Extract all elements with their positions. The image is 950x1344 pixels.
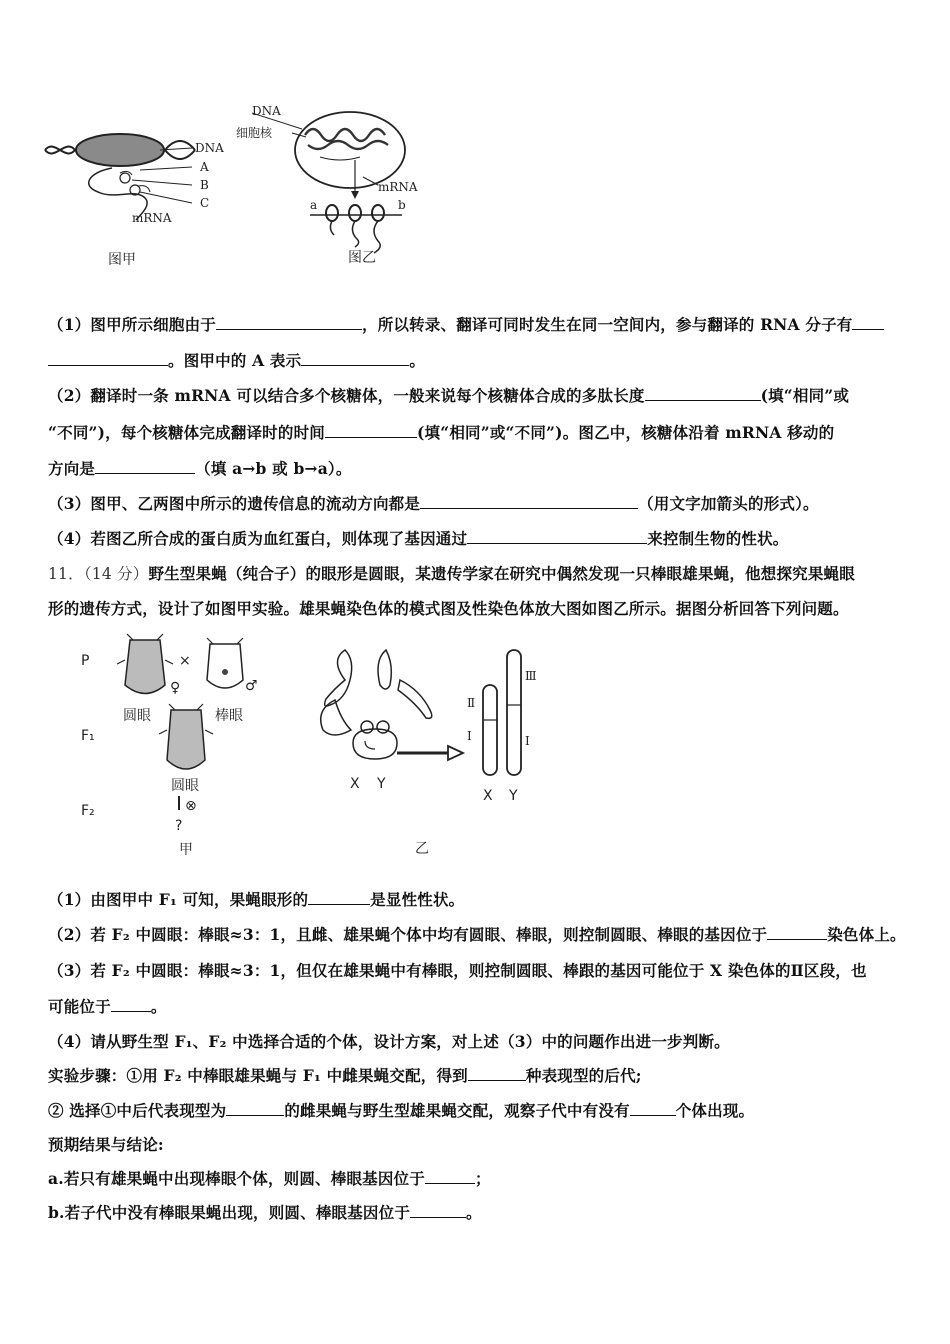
enlarged-y-label: Y <box>509 788 518 804</box>
jia-caption: 图甲 <box>108 252 136 268</box>
answer-blank[interactable] <box>410 1203 466 1218</box>
gen-f1: F₁ <box>81 728 95 744</box>
yi-caption: 图乙 <box>348 250 376 266</box>
yi-label-nucleus: 细胞核 <box>236 126 273 140</box>
nucleus <box>295 112 405 188</box>
figure-jia-top <box>40 110 240 270</box>
figure-chromosome-yi <box>305 645 555 860</box>
jia-label-c: C <box>200 196 210 210</box>
cross-sign: × <box>179 653 191 669</box>
q11-step1: 实验步骤：①用 F₂ 中棒眼雄果蝇与 F₁ 中雌果蝇交配，得到 种表现型的后代; <box>48 1066 642 1085</box>
q11-part3-line2: 可能位于 。 <box>48 997 167 1016</box>
jia-label-b: B <box>200 178 209 192</box>
jia-label-a: A <box>200 160 209 174</box>
q10-part4: （4）若图乙所合成的蛋白质为血红蛋白，则体现了基因通过 来控制生物的性状。 <box>48 529 789 548</box>
answer-blank[interactable] <box>425 1169 475 1184</box>
q11-intro-line1: 11．（14 分）野生型果蝇（纯合子）的眼形是圆眼，某遗传学家在研究中偶然发现一只棒眼雄果蝇，他想探究果蝇眼 <box>48 564 855 583</box>
region-i-x: Ⅰ <box>467 729 472 743</box>
label-f1-round: 圆眼 <box>171 778 199 794</box>
fly-male-bar <box>207 638 243 688</box>
dna-coil <box>305 129 388 149</box>
chromo-y: Y <box>377 776 386 792</box>
label-bar-eye: 棒眼 <box>215 708 243 724</box>
answer-blank[interactable] <box>226 1101 284 1116</box>
answer-blank[interactable] <box>852 315 884 330</box>
q10-part1-line1: （1）图甲所示细胞由于 ，所以转录、翻译可同时发生在同一空间内，参与翻译的 RNA 分子有 <box>48 313 884 335</box>
q11-step2: ② 选择①中后代表现型为 的雌果蝇与野生型雄果蝇交配，观察子代中有没有 个体出现。 <box>48 1101 755 1120</box>
answer-blank[interactable] <box>767 925 827 940</box>
q11-result-b: b.若子代中没有棒眼果蝇出现，则圆、棒眼基因位于 。 <box>48 1203 482 1222</box>
q10-part2-line2: “不同”)，每个核糖体完成翻译时的时间 (填“相同”或“不同”)。图乙中，核糖体沿着 mRNA 移动的 <box>48 423 835 442</box>
selfing-symbol: ⊗ <box>185 798 197 814</box>
yi-label-dna: DNA <box>252 105 281 118</box>
male-symbol: ♂ <box>245 678 258 694</box>
jia-label-mrna: mRNA <box>132 211 172 225</box>
q10-part2-line1: （2）翻译时一条 mRNA 可以结合多个核糖体，一般来说每个核糖体合成的多肽长度 (填“相同”或 <box>48 386 850 405</box>
answer-blank[interactable] <box>301 351 409 366</box>
gen-p: P <box>81 653 90 669</box>
enlarged-x-label: X <box>483 788 493 804</box>
answer-blank[interactable] <box>630 1101 676 1116</box>
fly-female-round <box>117 634 173 694</box>
q10-part3: （3）图甲、乙两图中所示的遗传信息的流动方向都是 （用文字加箭头的形式）。 <box>48 494 819 513</box>
answer-blank[interactable] <box>308 890 370 905</box>
answer-blank[interactable] <box>95 459 195 474</box>
yi-label-a: a <box>310 198 318 212</box>
answer-blank[interactable] <box>111 997 151 1012</box>
q11-part4: （4）请从野生型 F₁、F₂ 中选择合适的个体，设计方案，对上述（3）中的问题作出进一步判断。 <box>48 1032 730 1051</box>
answer-blank[interactable] <box>48 351 168 366</box>
chromo-caption: 乙 <box>415 841 429 857</box>
q11-part3-line1: （3）若 F₂ 中圆眼：棒眼≈3：1，但仅在雄果蝇中有棒眼，则控制圆眼、棒跟的基因可能位于 X 染色体的Ⅱ区段，也 <box>48 961 867 980</box>
answer-blank[interactable] <box>216 315 362 330</box>
cross-caption: 甲 <box>179 842 193 858</box>
q10-part2-line3: 方向是 （填 a→b 或 b→a）。 <box>48 459 352 478</box>
answer-blank[interactable] <box>468 1066 526 1081</box>
region-ii: Ⅱ <box>467 696 476 710</box>
q11-part1: （1）由图甲中 F₁ 可知，果蝇眼形的 是显性性状。 <box>48 890 465 909</box>
question-number: 11．（14 分） <box>48 565 149 583</box>
figure-cross-jia <box>75 630 275 865</box>
polysome <box>326 205 384 253</box>
q11-intro-line2: 形的遗传方式，设计了如图甲实验。雄果蝇染色体的模式图及性染色体放大图如图乙所示。据图分析回答下列问题。 <box>48 599 849 618</box>
figure-yi-top <box>230 105 430 270</box>
answer-blank[interactable] <box>467 529 647 544</box>
fly-f1 <box>159 704 213 769</box>
label-round-eye: 圆眼 <box>123 708 151 724</box>
yi-label-mrna: mRNA <box>378 180 418 194</box>
region-iii: Ⅲ <box>525 669 537 683</box>
q10-part1-line2: 。图甲中的 A 表示 。 <box>48 349 425 371</box>
gen-f2: F₂ <box>81 803 95 819</box>
yi-label-b: b <box>398 198 406 212</box>
female-symbol: ♀ <box>170 680 181 696</box>
q11-result-a: a.若只有雄果蝇中出现棒眼个体，则圆、棒眼基因位于 ； <box>48 1169 491 1188</box>
f2-question: ? <box>175 818 183 834</box>
nucleoid-region <box>76 134 164 166</box>
jia-label-dna: DNA <box>195 141 224 155</box>
q11-expect-heading: 预期结果与结论: <box>48 1135 164 1154</box>
q11-part2: （2）若 F₂ 中圆眼：棒眼≈3：1，且雌、雄果蝇个体中均有圆眼、棒眼，则控制圆眼、棒眼的基因位于 染色体上。 <box>48 925 906 944</box>
chromosome-set <box>321 650 432 759</box>
x-chromosome-enlarged <box>483 685 497 775</box>
chromo-x: X <box>350 776 360 792</box>
y-chromosome-enlarged <box>507 650 521 775</box>
answer-blank[interactable] <box>325 423 417 438</box>
answer-blank[interactable] <box>420 494 638 509</box>
answer-blank[interactable] <box>645 386 761 401</box>
region-i-y: Ⅰ <box>525 734 530 748</box>
